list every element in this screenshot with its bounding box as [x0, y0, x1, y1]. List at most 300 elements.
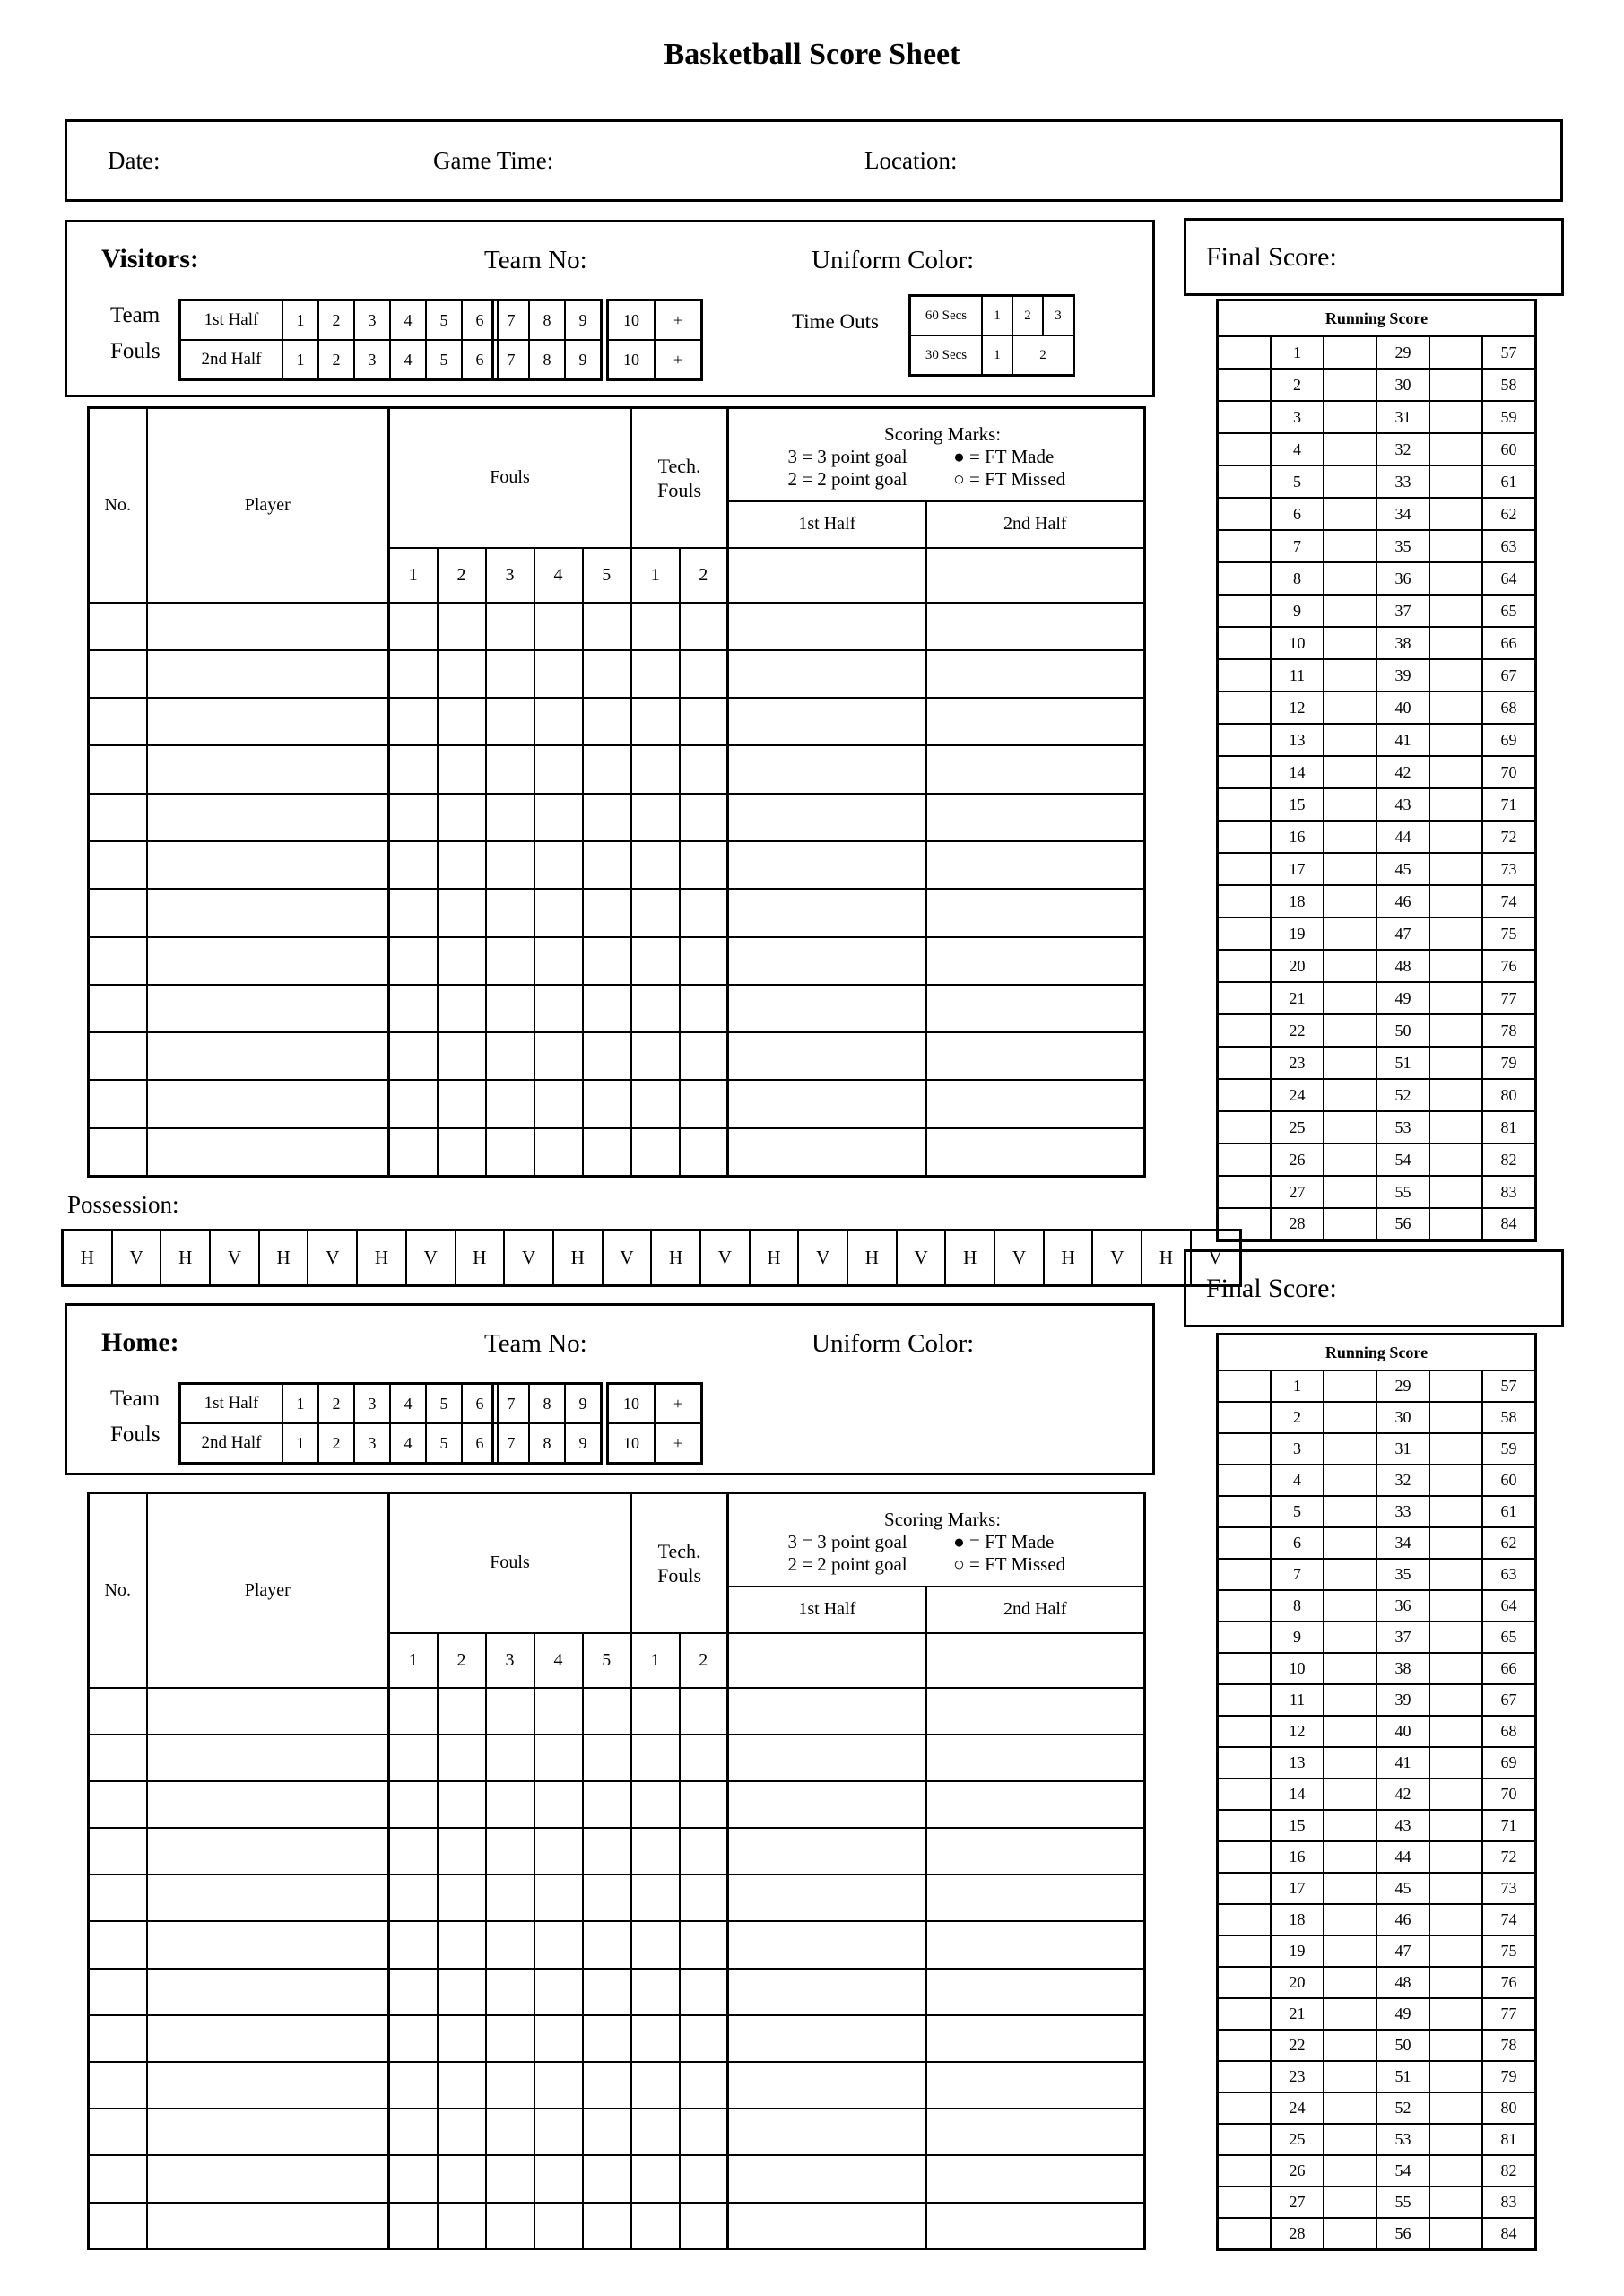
- running-score-mark-cell: [1218, 821, 1272, 853]
- player-stats-table: [87, 1492, 1146, 2250]
- running-score-number-cell: 67: [1482, 1684, 1536, 1716]
- running-score-mark-cell: [1324, 1590, 1376, 1622]
- running-score-mark-cell: [1429, 1716, 1482, 1747]
- running-score-number-cell: 71: [1482, 788, 1536, 821]
- running-score-mark-cell: [1218, 1653, 1272, 1684]
- foul-cell: [534, 698, 583, 745]
- foul-cell: [438, 2155, 486, 2202]
- running-score-number-cell: 50: [1376, 1014, 1429, 1047]
- player-name-cell: [147, 937, 389, 985]
- running-score-mark-cell: [1324, 530, 1376, 562]
- foul-cell: [389, 1735, 438, 1781]
- player-row: [89, 1688, 1145, 1735]
- running-score-number-cell: 84: [1482, 2218, 1536, 2249]
- running-score-number-cell: 23: [1271, 2061, 1324, 2092]
- tech-foul-cell: [680, 2109, 728, 2155]
- running-score-mark-cell: [1218, 885, 1272, 918]
- player-row: [89, 985, 1145, 1032]
- running-score-mark-cell: [1429, 1370, 1482, 1402]
- running-score-number-cell: 53: [1376, 1111, 1429, 1144]
- foul-cell: [486, 698, 534, 745]
- running-score-mark-cell: [1218, 336, 1272, 369]
- foul-cell: [389, 1969, 438, 2015]
- running-score-number-cell: 30: [1376, 1402, 1429, 1433]
- second-half-score-cell: [926, 2109, 1145, 2155]
- foul-cell: [534, 1735, 583, 1781]
- running-score-mark-cell: [1429, 1496, 1482, 1527]
- running-score-number-cell: 29: [1376, 1370, 1429, 1402]
- foul-cell: [389, 1921, 438, 1968]
- team-foul-number-cell: 5: [426, 1423, 462, 1464]
- visitors-section: [65, 220, 1155, 397]
- possession-label: Possession:: [67, 1191, 179, 1218]
- foul-cell: [486, 1032, 534, 1080]
- home-section: [65, 1303, 1155, 1475]
- foul-cell: [583, 745, 631, 793]
- running-score-number-cell: 66: [1482, 627, 1536, 659]
- team-fouls-label-line: Fouls: [110, 339, 161, 363]
- tech-foul-cell: [631, 1969, 680, 2015]
- running-score-mark-cell: [1324, 1465, 1376, 1496]
- running-score-mark-cell: [1324, 627, 1376, 659]
- second-half-score-cell: [926, 1921, 1145, 1968]
- tech-foul-cell: [680, 985, 728, 1032]
- player-row: [89, 937, 1145, 985]
- running-score-mark-cell: [1429, 627, 1482, 659]
- tech-fouls-header: [631, 1493, 728, 1633]
- running-score-number-cell: 16: [1271, 821, 1324, 853]
- scoring-marks-ft-key: ○ = FT Missed: [953, 1553, 1066, 1576]
- team-foul-number-cell: 4: [390, 340, 426, 380]
- possession-home-cell: H: [945, 1231, 994, 1286]
- running-score-row: [1218, 1559, 1536, 1590]
- possession-home-cell: H: [553, 1231, 603, 1286]
- second-half-score-cell: [926, 2155, 1145, 2202]
- first-half-score-cell: [728, 1781, 926, 1828]
- running-score-mark-cell: [1324, 1810, 1376, 1841]
- running-score-mark-cell: [1218, 2030, 1272, 2061]
- running-score-mark-cell: [1324, 2155, 1376, 2187]
- tech-foul-cell: [680, 1735, 728, 1781]
- running-score-number-cell: 70: [1482, 1779, 1536, 1810]
- running-score-number-cell: 67: [1482, 659, 1536, 691]
- running-score-mark-cell: [1218, 2124, 1272, 2155]
- second-half-score-cell: [926, 841, 1145, 889]
- team-fouls-half-label: 1st Half: [180, 1384, 283, 1424]
- tech-foul-cell: [680, 2203, 728, 2249]
- player-row: [89, 2062, 1145, 2109]
- tech-foul-cell: [680, 1080, 728, 1127]
- player-name-cell: [147, 841, 389, 889]
- running-score-number-cell: 25: [1271, 1111, 1324, 1144]
- running-score-number-cell: 42: [1376, 756, 1429, 788]
- tech-foul-cell: [680, 889, 728, 936]
- foul-cell: [389, 2109, 438, 2155]
- running-score-mark-cell: [1429, 530, 1482, 562]
- first-half-score-cell: [728, 1688, 926, 1735]
- running-score-row: [1218, 2218, 1536, 2249]
- running-score-row: [1218, 2030, 1536, 2061]
- foul-cell: [389, 2015, 438, 2062]
- player-row: [89, 2015, 1145, 2062]
- second-half-score-cell: [926, 1688, 1145, 1735]
- running-score-number-cell: 20: [1271, 1967, 1324, 1998]
- running-score-mark-cell: [1218, 691, 1272, 724]
- running-score-number-cell: 22: [1271, 1014, 1324, 1047]
- foul-cell: [389, 603, 438, 650]
- foul-cell: [534, 2109, 583, 2155]
- team-foul-number-cell: 5: [426, 300, 462, 341]
- running-score-mark-cell: [1218, 433, 1272, 465]
- running-score-row: [1218, 1998, 1536, 2030]
- running-score-number-cell: 27: [1271, 2187, 1324, 2218]
- running-score-number-cell: 57: [1482, 1370, 1536, 1402]
- first-half-score-cell: [728, 1969, 926, 2015]
- running-score-number-cell: 44: [1376, 1841, 1429, 1873]
- running-score-number-cell: 11: [1271, 1684, 1324, 1716]
- running-score-mark-cell: [1429, 1904, 1482, 1935]
- tech-foul-cell: [680, 1688, 728, 1735]
- running-score-number-cell: 68: [1482, 691, 1536, 724]
- running-score-row: [1218, 724, 1536, 756]
- team-foul-number-cell: 1: [282, 1423, 318, 1464]
- running-score-row: [1218, 1014, 1536, 1047]
- possession-home-cell: H: [651, 1231, 700, 1286]
- running-score-row: [1218, 1653, 1536, 1684]
- running-score-number-cell: 66: [1482, 1653, 1536, 1684]
- running-score-row: [1218, 498, 1536, 530]
- first-half-score-cell: [728, 1828, 926, 1874]
- running-score-mark-cell: [1324, 562, 1376, 595]
- player-no-cell: [89, 1688, 147, 1735]
- running-score-mark-cell: [1324, 1176, 1376, 1208]
- running-score-number-cell: 28: [1271, 1208, 1324, 1240]
- running-score-mark-cell: [1218, 982, 1272, 1014]
- running-score-number-cell: 19: [1271, 918, 1324, 950]
- running-score-number-cell: 50: [1376, 2030, 1429, 2061]
- running-score-mark-cell: [1324, 1747, 1376, 1779]
- running-score-row: [1218, 465, 1536, 498]
- running-score-mark-cell: [1429, 1176, 1482, 1208]
- running-score-mark-cell: [1218, 853, 1272, 885]
- running-score-number-cell: 2: [1271, 369, 1324, 401]
- foul-cell: [583, 1735, 631, 1781]
- running-score-row: [1218, 2124, 1536, 2155]
- team-no-label: Team No:: [484, 246, 587, 274]
- player-name-cell: [147, 698, 389, 745]
- foul-cell: [583, 2109, 631, 2155]
- running-score-mark-cell: [1324, 982, 1376, 1014]
- running-score-mark-cell: [1429, 1684, 1482, 1716]
- running-score-mark-cell: [1324, 1904, 1376, 1935]
- player-name-cell: [147, 2062, 389, 2109]
- running-score-number-cell: 63: [1482, 530, 1536, 562]
- running-score-mark-cell: [1324, 1208, 1376, 1240]
- running-score-mark-cell: [1324, 2124, 1376, 2155]
- running-score-row: [1218, 336, 1536, 369]
- running-score-mark-cell: [1218, 2092, 1272, 2124]
- running-score-number-cell: 36: [1376, 562, 1429, 595]
- running-score-number-cell: 37: [1376, 595, 1429, 627]
- running-score-mark-cell: [1429, 982, 1482, 1014]
- running-score-number-cell: 64: [1482, 562, 1536, 595]
- player-name-cell: [147, 2203, 389, 2249]
- player-no-cell: [89, 2062, 147, 2109]
- running-score-row: [1218, 1716, 1536, 1747]
- foul-cell: [438, 2203, 486, 2249]
- foul-cell: [438, 985, 486, 1032]
- tech-fouls-header-line: Tech.: [657, 1539, 701, 1562]
- running-score-number-cell: 9: [1271, 595, 1324, 627]
- foul-cell: [486, 1688, 534, 1735]
- tech-foul-cell: [631, 1735, 680, 1781]
- team-fouls-table: [491, 299, 603, 381]
- foul-cell: [583, 1874, 631, 1921]
- player-no-cell: [89, 2155, 147, 2202]
- running-score-number-cell: 55: [1376, 1176, 1429, 1208]
- foul-cell: [389, 1128, 438, 1176]
- second-half-score-cell: [926, 889, 1145, 936]
- foul-cell: [389, 1828, 438, 1874]
- second-half-score-cell: [926, 1874, 1145, 1921]
- running-score-row: [1218, 530, 1536, 562]
- tech-fouls-header: [631, 408, 728, 548]
- foul-cell: [583, 1921, 631, 1968]
- running-score-number-cell: 10: [1271, 627, 1324, 659]
- player-no-cell: [89, 2109, 147, 2155]
- running-score-mark-cell: [1218, 1904, 1272, 1935]
- foul-cell: [583, 1080, 631, 1127]
- tech-foul-cell: [631, 889, 680, 936]
- running-score-number-cell: 72: [1482, 1841, 1536, 1873]
- running-score-number-cell: 40: [1376, 1716, 1429, 1747]
- running-score-header: Running Score: [1218, 300, 1536, 337]
- running-score-row: [1218, 595, 1536, 627]
- running-score-mark-cell: [1324, 659, 1376, 691]
- running-score-number-cell: 47: [1376, 918, 1429, 950]
- foul-cell: [534, 1874, 583, 1921]
- running-score-mark-cell: [1218, 1779, 1272, 1810]
- running-score-mark-cell: [1218, 1144, 1272, 1176]
- running-score-number-cell: 19: [1271, 1935, 1324, 1967]
- team-no-label: Team No:: [484, 1329, 587, 1358]
- home-heading: Home:: [101, 1327, 179, 1357]
- player-table-visitors: [87, 406, 1146, 1178]
- foul-count-header: 3: [486, 1633, 534, 1688]
- running-score-number-cell: 80: [1482, 2092, 1536, 2124]
- player-no-cell: [89, 698, 147, 745]
- running-score-row: [1218, 1176, 1536, 1208]
- running-score-number-cell: 3: [1271, 1433, 1324, 1465]
- running-score-mark-cell: [1429, 1967, 1482, 1998]
- running-score-mark-cell: [1324, 1370, 1376, 1402]
- running-score-number-cell: 65: [1482, 595, 1536, 627]
- foul-cell: [486, 1969, 534, 2015]
- running-score-mark-cell: [1324, 1841, 1376, 1873]
- team-foul-number-cell: 6: [462, 1423, 499, 1464]
- player-no-cell: [89, 745, 147, 793]
- running-score-number-cell: 62: [1482, 498, 1536, 530]
- running-score-row: [1218, 1810, 1536, 1841]
- foul-cell: [583, 1969, 631, 2015]
- running-score-number-cell: 49: [1376, 1998, 1429, 2030]
- possession-visitor-cell: V: [406, 1231, 456, 1286]
- foul-cell: [534, 1032, 583, 1080]
- team-foul-number-cell: +: [655, 1423, 702, 1464]
- first-half-score-cell: [728, 2062, 926, 2109]
- running-score-row: [1218, 369, 1536, 401]
- timeouts-table: [908, 294, 1075, 377]
- running-score-number-cell: 42: [1376, 1779, 1429, 1810]
- second-half-score-cell: [926, 603, 1145, 650]
- tech-foul-cell: [680, 698, 728, 745]
- running-score-number-cell: 1: [1271, 336, 1324, 369]
- running-score-number-cell: 49: [1376, 982, 1429, 1014]
- second-half-score-cell: [926, 650, 1145, 698]
- player-stats-table: [87, 406, 1146, 1178]
- tech-fouls-header-line: Fouls: [657, 1563, 702, 1587]
- team-foul-number-cell: 9: [565, 1423, 602, 1464]
- running-score-number-cell: 22: [1271, 2030, 1324, 2061]
- running-score-mark-cell: [1429, 1935, 1482, 1967]
- running-score-number-cell: 38: [1376, 627, 1429, 659]
- running-score-mark-cell: [1324, 2030, 1376, 2061]
- running-score-number-cell: 5: [1271, 1496, 1324, 1527]
- running-score-mark-cell: [1218, 659, 1272, 691]
- first-half-score-cell: [728, 1921, 926, 1968]
- running-score-number-cell: 32: [1376, 433, 1429, 465]
- first-half-score-cell: [728, 745, 926, 793]
- team-foul-number-cell: 1: [282, 1384, 318, 1424]
- team-fouls-table: [491, 1382, 603, 1465]
- player-no-cell: [89, 1735, 147, 1781]
- running-score-mark-cell: [1218, 1841, 1272, 1873]
- first-half-score-cell: [728, 603, 926, 650]
- player-row: [89, 2203, 1145, 2249]
- foul-cell: [583, 841, 631, 889]
- foul-cell: [486, 1735, 534, 1781]
- running-score-mark-cell: [1218, 1559, 1272, 1590]
- player-no-cell: [89, 1969, 147, 2015]
- running-score-mark-cell: [1218, 1716, 1272, 1747]
- running-score-mark-cell: [1324, 595, 1376, 627]
- running-score-number-cell: 43: [1376, 1810, 1429, 1841]
- foul-cell: [583, 603, 631, 650]
- player-row: [89, 1874, 1145, 1921]
- tech-foul-cell: [680, 1828, 728, 1874]
- running-score-number-cell: 17: [1271, 1873, 1324, 1904]
- running-score-number-cell: 31: [1376, 401, 1429, 433]
- running-score-number-cell: 41: [1376, 1747, 1429, 1779]
- first-half-score-cell: [728, 985, 926, 1032]
- running-score-number-cell: 18: [1271, 1904, 1324, 1935]
- foul-cell: [534, 2062, 583, 2109]
- running-score-mark-cell: [1218, 2155, 1272, 2187]
- second-half-score-space: [926, 1633, 1145, 1688]
- player-name-cell: [147, 1032, 389, 1080]
- running-score-number-cell: 61: [1482, 465, 1536, 498]
- running-score-number-cell: 26: [1271, 1144, 1324, 1176]
- running-score-mark-cell: [1429, 1144, 1482, 1176]
- running-score-row: [1218, 2092, 1536, 2124]
- running-score-number-cell: 48: [1376, 950, 1429, 982]
- tech-foul-cell: [631, 1781, 680, 1828]
- running-score-mark-cell: [1324, 853, 1376, 885]
- team-fouls-half-label: 1st Half: [180, 300, 283, 341]
- running-score-mark-cell: [1218, 498, 1272, 530]
- player-row: [89, 1969, 1145, 2015]
- running-score-row: [1218, 788, 1536, 821]
- team-foul-number-cell: 1: [282, 300, 318, 341]
- running-score-number-cell: 32: [1376, 1465, 1429, 1496]
- running-score-number-cell: 83: [1482, 1176, 1536, 1208]
- running-score-mark-cell: [1429, 336, 1482, 369]
- first-half-score-cell: [728, 794, 926, 841]
- team-fouls-label-line: Team: [110, 1387, 161, 1411]
- running-score-mark-cell: [1429, 1402, 1482, 1433]
- running-score-mark-cell: [1429, 562, 1482, 595]
- second-half-score-cell: [926, 1128, 1145, 1176]
- running-score-mark-cell: [1429, 1559, 1482, 1590]
- tech-foul-cell: [631, 2109, 680, 2155]
- running-score-row: [1218, 1747, 1536, 1779]
- running-score-number-cell: 4: [1271, 1465, 1324, 1496]
- tech-foul-cell: [631, 794, 680, 841]
- running-score-mark-cell: [1429, 724, 1482, 756]
- tech-foul-cell: [631, 2155, 680, 2202]
- team-foul-number-cell: 2: [318, 1384, 354, 1424]
- tech-foul-cell: [631, 841, 680, 889]
- second-half-score-cell: [926, 1735, 1145, 1781]
- running-score-mark-cell: [1218, 1967, 1272, 1998]
- running-score-mark-cell: [1429, 1208, 1482, 1240]
- foul-cell: [438, 2109, 486, 2155]
- running-score-mark-cell: [1218, 1590, 1272, 1622]
- foul-cell: [534, 2015, 583, 2062]
- final-score-box-visitors: [1184, 218, 1564, 296]
- running-score-mark-cell: [1324, 2061, 1376, 2092]
- scoring-marks-goal-key: 2 = 2 point goal: [787, 1553, 908, 1576]
- player-row: [89, 650, 1145, 698]
- tech-foul-cell: [631, 985, 680, 1032]
- team-foul-number-cell: 2: [318, 300, 354, 341]
- foul-cell: [534, 937, 583, 985]
- team-foul-number-cell: 4: [390, 1384, 426, 1424]
- running-score-visitors: [1216, 299, 1537, 1242]
- running-score-mark-cell: [1324, 2218, 1376, 2249]
- second-half-score-cell: [926, 2062, 1145, 2109]
- running-score-number-cell: 52: [1376, 1079, 1429, 1111]
- location-label: Location:: [864, 147, 958, 174]
- running-score-mark-cell: [1324, 950, 1376, 982]
- player-row: [89, 698, 1145, 745]
- tech-foul-count-header: 1: [631, 1633, 680, 1688]
- running-score-row: [1218, 756, 1536, 788]
- foul-cell: [389, 698, 438, 745]
- running-score-mark-cell: [1324, 821, 1376, 853]
- running-score-mark-cell: [1218, 1496, 1272, 1527]
- running-score-number-cell: 62: [1482, 1527, 1536, 1559]
- tech-fouls-header-line: Tech.: [657, 454, 701, 477]
- running-score-mark-cell: [1429, 1433, 1482, 1465]
- foul-cell: [534, 2203, 583, 2249]
- running-score-number-cell: 84: [1482, 1208, 1536, 1240]
- player-name-cell: [147, 2015, 389, 2062]
- foul-cell: [486, 985, 534, 1032]
- tech-foul-cell: [631, 1828, 680, 1874]
- running-score-number-cell: 81: [1482, 2124, 1536, 2155]
- running-score-number-cell: 46: [1376, 885, 1429, 918]
